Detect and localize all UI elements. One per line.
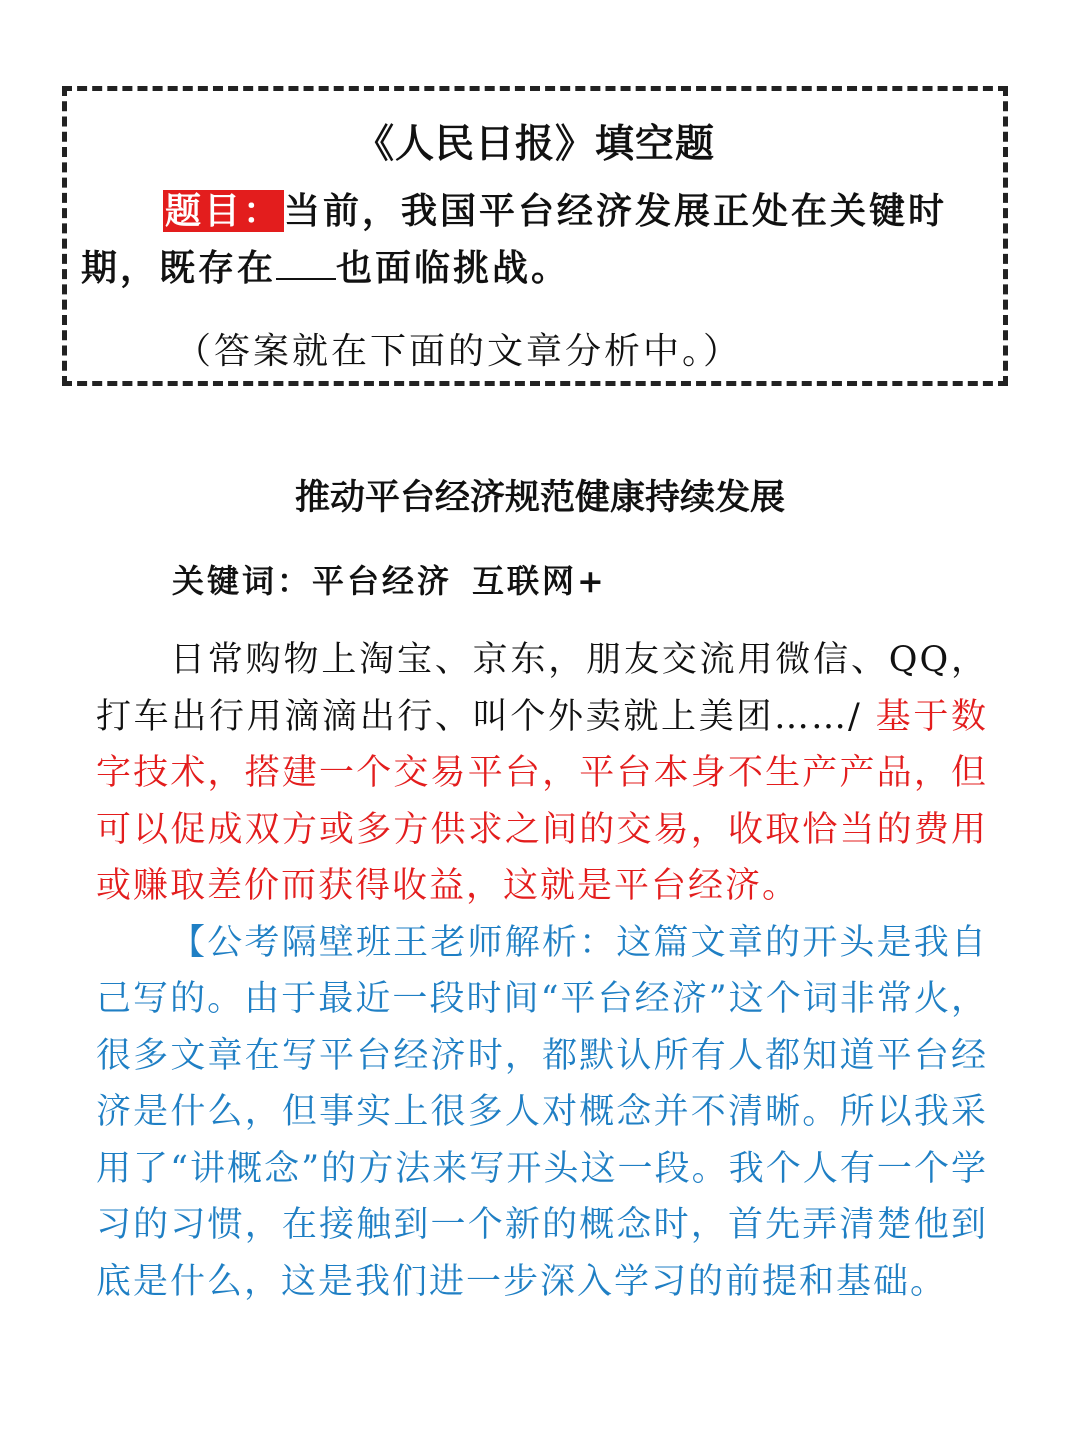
keywords — [172, 556, 607, 602]
answer-blank — [276, 248, 336, 280]
answer-hint: （答案就在下面的文章分析中。） — [175, 331, 743, 372]
intro-examples-text: 日常购物上淘宝、京东，朋友交流用微信、QQ，打车出行用滴滴出行、叫个外卖就上美团……/ — [96, 640, 988, 737]
keywords-label: 关键词： — [172, 562, 313, 600]
quiz-box — [62, 86, 1008, 386]
keyword-platform-economy: 平台经济 — [312, 562, 453, 600]
article-body — [96, 632, 988, 1310]
article-title: 推动平台经济规范健康持续发展 — [294, 478, 785, 518]
question — [81, 183, 997, 297]
question-text-part1: 当前，我国平台经济发展正处在关键时期，既存在 — [81, 190, 948, 289]
analysis-text: 【公考隔壁班王老师解析：这篇文章的开头是我自己写的。由于最近一段时间“平台经济”这个词非常火，很多文章在写平台经济时，都默认所有人都知道平台经济是什么，但事实上很多人对概念并不清晰。所以我采用了“讲概念”的方法来写开头这一段。我个人有一个学习的习惯，在接触到一个新的概念时，首先弄清楚他到底是什么，这是我们进一步深入学习的前提和基础。 — [96, 922, 988, 1302]
paragraph-analysis — [96, 915, 988, 1311]
question-text-part2: 也面临挑战。 — [336, 247, 571, 289]
definition-highlight: 基于数字技术，搭建一个交易平台，平台本身不生产产品，但可以促成双方或多方供求之间的交易，收取恰当的费用或赚取差价而获得收益，这就是平台经济。 — [96, 696, 988, 906]
quiz-title: 《人民日报》填空题 — [354, 121, 715, 167]
paragraph-intro — [96, 632, 988, 915]
question-label: 题目： — [165, 190, 283, 232]
keyword-internet-plus: 互联网+ — [472, 562, 607, 600]
